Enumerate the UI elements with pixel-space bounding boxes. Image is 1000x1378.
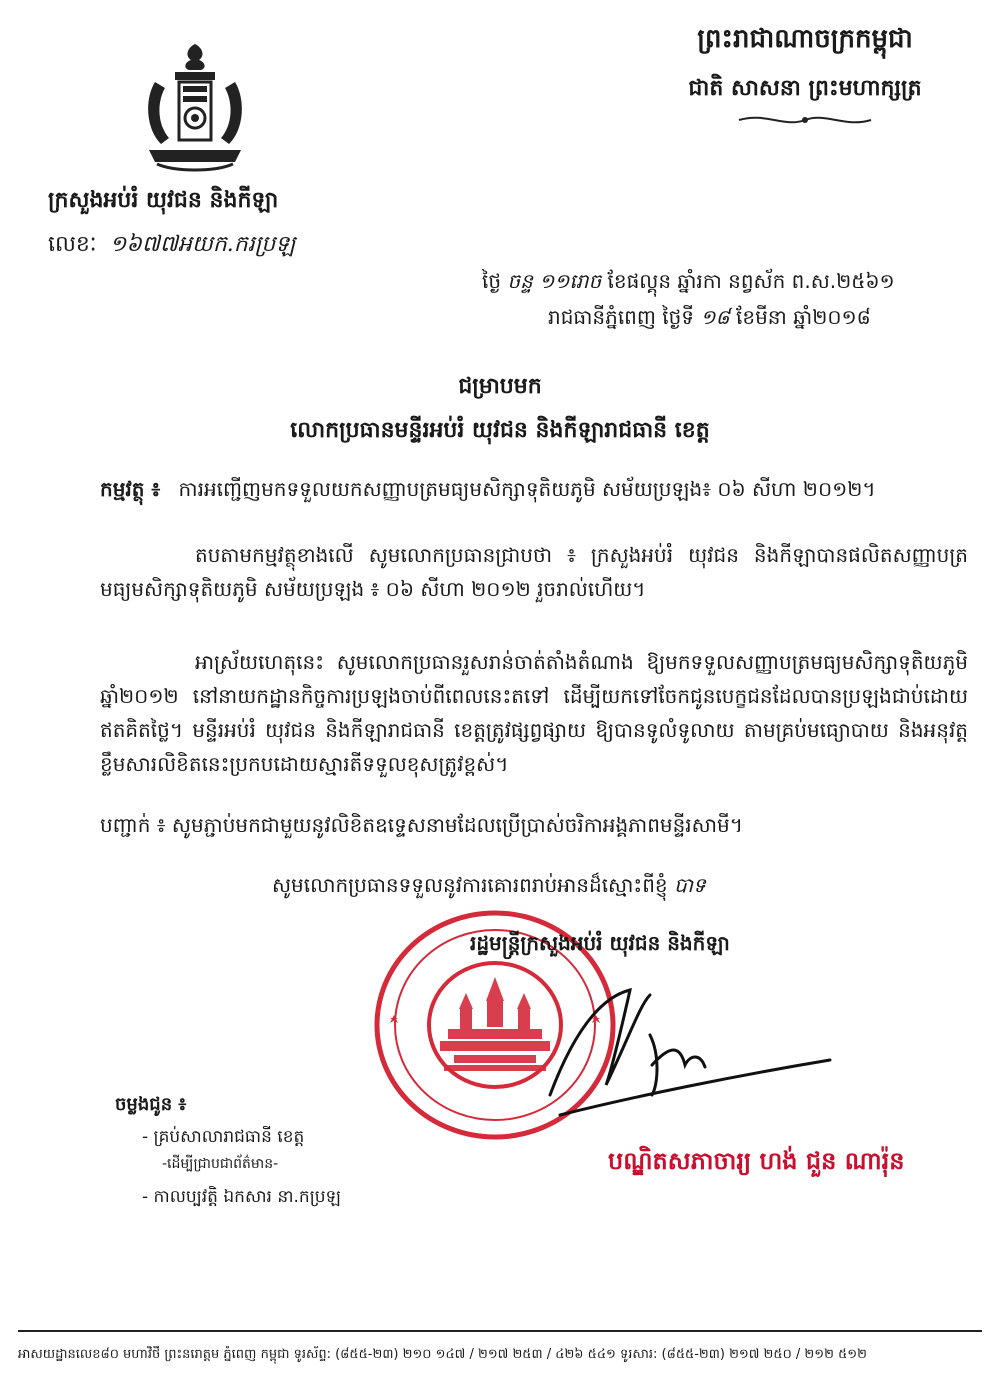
lunar-date-text: ខែផល្គុន ឆ្នាំរកា នព្វស័ក ព.ស.២៥៦១	[607, 269, 895, 293]
place-prefix: រាជធានីភ្នំពេញ ថ្ងៃទី	[548, 305, 695, 329]
copies-item-1: - គ្រប់សាលារាជធានី ខេត្ត	[142, 1127, 305, 1147]
reference-label: លេខៈ	[48, 232, 97, 257]
note-label: បញ្ជាក់ ៖	[100, 813, 166, 837]
handwritten-signature	[540, 975, 840, 1125]
recipient-name: លោកប្រធានមន្ទីរអប់រំ យុវជន និងកីឡារាជធានី ខេត្ត	[290, 418, 710, 443]
closing-text: សូមលោកប្រធានទទួលនូវការគោរពរាប់អានដ៏ស្មោះពីខ្ញុំ	[272, 873, 668, 897]
date-prefix: ថ្ងៃ	[482, 269, 502, 293]
sender-ministry: ក្រសួងអប់រំ យុវជន និងកីឡា	[48, 188, 279, 213]
note-text: សូមភ្ជាប់មកជាមួយនូវលិខិតឧទ្ទេសនាមដែលប្រើប្រាស់ចរិកាអង្គភាពមន្ទីរសាមី។	[171, 813, 743, 837]
closing-handwritten: បាទ	[673, 873, 706, 897]
lunar-day-handwritten: ១១រោច	[539, 269, 602, 293]
national-motto: ជាតិ សាសនា ព្រះមហាក្សត្រ	[688, 76, 922, 101]
kingdom-heading: ព្រះរាជាណាចក្រកម្ពុជា	[697, 24, 913, 54]
copies-label: ចម្លងជូន ៖	[115, 1094, 187, 1115]
recipient-label: ជម្រាបមក	[458, 374, 542, 399]
ministry-emblem-logo	[135, 38, 255, 178]
subject-text: ការអញ្ជើញមកទទួលយកសញ្ញាបត្រមធ្យមសិក្សាទុតិយភូមិ សម័យប្រឡង៖ ០៦ សីហា ២០១២។	[178, 477, 876, 501]
copies-item-1-note: -ដើម្បីជ្រាបជាព័ត៌មាន-	[162, 1156, 279, 1172]
note-line	[100, 812, 743, 842]
closing-line	[272, 872, 706, 902]
copies-item-2: - កាលប្បវត្តិ ឯកសារ នា.កប្រឡ	[142, 1187, 341, 1207]
footer-address: អាសយដ្ឋានលេខ៨០ មហាវិថី ព្រះនរោត្តម ភ្នំពេញ កម្ពុជា ទូរស័ព្ទ: (៨៥៥-២៣) ២១០ ១៤៧ / ២១៧ ២៥៣ / ៤២៦ ៥៤១ ទូរសារ: (៨៥៥-២៣) ២១៧ ២៥០ / ២១២ ៥១២	[18, 1347, 867, 1362]
body-paragraph-2: អាស្រ័យហេតុនេះ សូមលោកប្រធានរួសរាន់ចាត់តាំងតំណាង ឱ្យមកទទួលសញ្ញាបត្រមធ្យមសិក្សាទុតិយភូមិ ឆ្នាំ២០១២ នៅនាយកដ្ឋានកិច្ចការប្រឡងចាប់ពីពេលនេះតទៅ ដើម្បីយកទៅចែកជូនបេក្ខជនដែលបានប្រឡងជាប់ដោយឥតគិតថ្លៃ។ មន្ទីរអប់រំ យុវជន និងកីឡារាជធានី ខេត្តត្រូវផ្សព្វផ្សាយ ឱ្យបានទូលំទូលាយ តាមគ្រប់មធ្យោបាយ និងអនុវត្តខ្លឹមសារលិខិតនេះប្រកបដោយស្មារតីទទួលខុសត្រូវខ្ពស់។	[100, 650, 968, 776]
body-paragraph-1: តបតាមកម្មវត្ថុខាងលើ សូមលោកប្រធានជ្រាបថា ៖ ក្រសួងអប់រំ យុវជន និងកីឡាបានផលិតសញ្ញាបត្រមធ្យមសិក្សាទុតិយភូមិ សម័យប្រឡង ៖ ០៦ សីហា ២០១២ រួចរាល់ហើយ។	[100, 543, 968, 601]
signer-name: បណ្ឌិតសភាចារ្យ ហង់ ជួន ណារ៉ុន	[608, 1147, 905, 1175]
reference-value: ១៦៧៧អយក.ករប្រឡ	[109, 232, 296, 257]
day-handwritten: ១៨	[700, 305, 730, 329]
subject-label: កម្មវត្ថុ ៖	[100, 477, 161, 501]
weekday-handwritten: ចន្ទ	[507, 269, 533, 293]
reference-number	[48, 230, 295, 262]
lunar-date-line	[482, 268, 895, 298]
motto-ornament	[735, 108, 875, 132]
minister-title: រដ្ឋមន្ត្រីក្រសួងអប់រំ យុវជន និងកីឡា	[470, 931, 730, 955]
solar-date-line	[548, 304, 871, 334]
subject-line	[100, 476, 876, 506]
footer-divider	[18, 1330, 982, 1332]
month-year-text: ខែមីនា ឆ្នាំ២០១៨	[736, 305, 871, 329]
